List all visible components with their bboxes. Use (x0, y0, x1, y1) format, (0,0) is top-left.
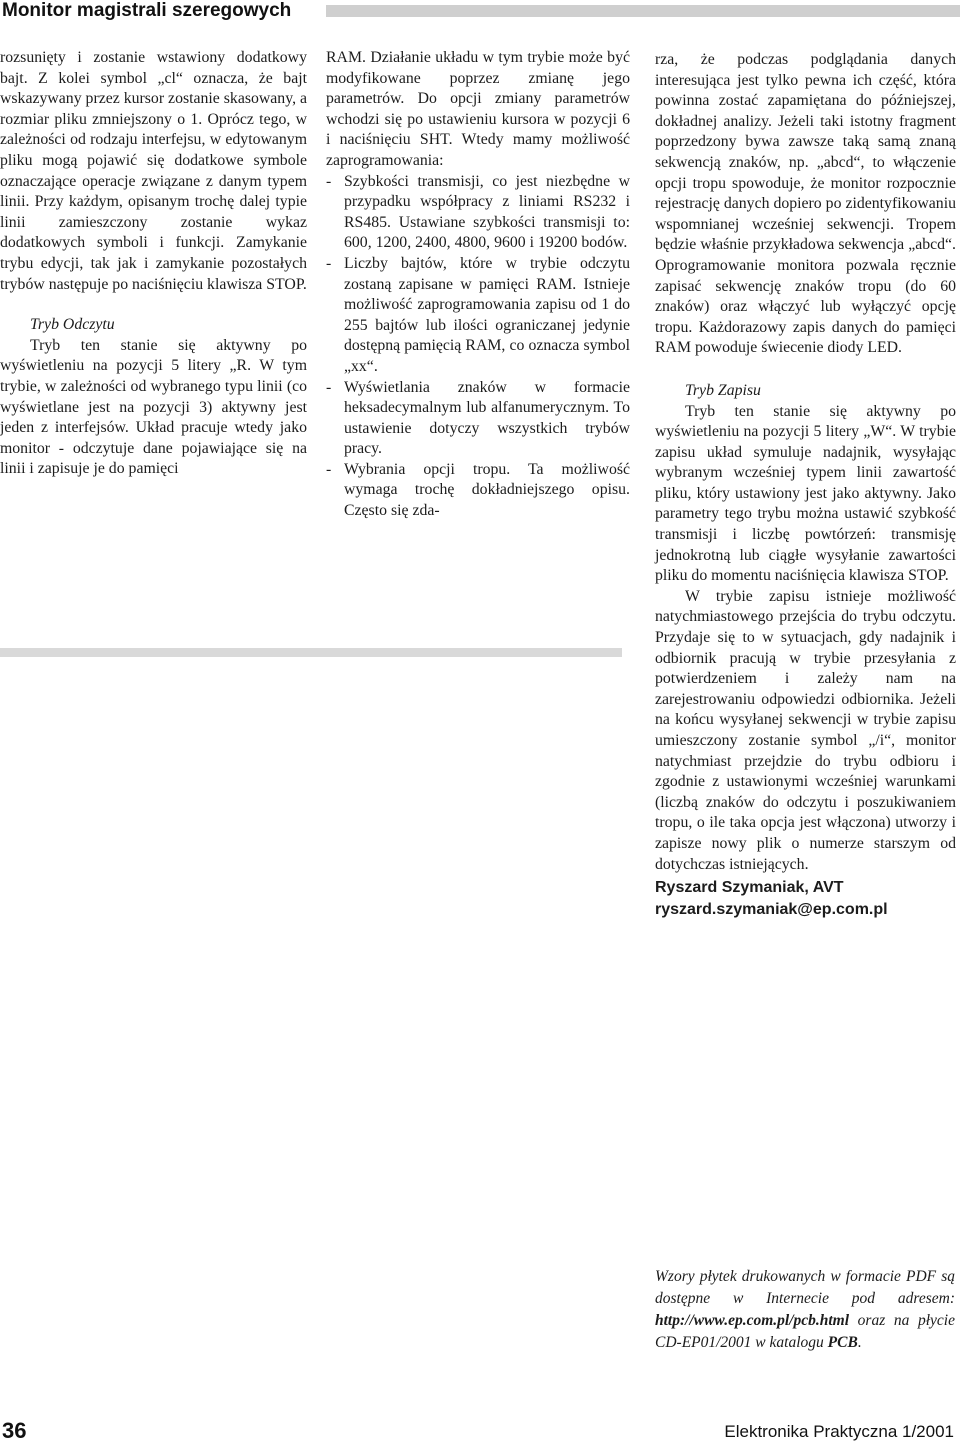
list-item-text: Szybkości transmisji, co jest niezbędne w przypadku współpracy z liniami RS232 i RS485. Ustawiane szybkości transmisji to: 600, 1200, 2400, 4800, 9600 i 19200 bodów. (344, 172, 630, 252)
list-item (326, 254, 630, 378)
column-3 (655, 50, 956, 921)
list-item (326, 378, 630, 460)
column-divider-bar (0, 648, 622, 657)
list-item (326, 460, 630, 522)
section-heading-zapisu: Tryb Zapisu (685, 381, 761, 399)
note-text: oraz na płycie CD-EP01/2001 w katalogu (655, 1312, 955, 1351)
section-heading-odczytu: Tryb Odczytu (30, 316, 115, 334)
pcb-note (655, 1266, 955, 1354)
list-dash: - (326, 460, 332, 478)
paragraph: RAM. Działanie układu w tym trybie może być modyfikowane poprzez zmianę jego parametrów. Do opcji zmiany parametrów wchodzi się po ustawieniu kursora w pozycji 6 i naciśnięciu SHT. Wtedy mamy możliwość zaprogramowania: (326, 49, 630, 169)
note-text: . (857, 1334, 862, 1351)
paragraph: Tryb ten stanie się aktywny po wyświetleniu na pozycji 5 litery „W“. W trybie zapisu układ symuluje nadajnik, wysyłając wybranym wcześniej typem linii zawartość pliku, który ustawiony jest jako aktywny. Jako parametry tego trybu można ustawić szybkość transmisji i liczbę powtórzeń: transmisję jednokrotną lub ciągłe wysyłanie zawartości pliku do momentu naciśnięcia klawisza STOP. (655, 402, 956, 585)
catalog-name: PCB (827, 1334, 858, 1351)
note-text: Wzory płytek drukowanych w formacie PDF są dostępne w Internecie pod adresem: (655, 1268, 955, 1307)
list-dash: - (326, 378, 332, 396)
running-title: Monitor magistrali szeregowych (2, 0, 292, 21)
paragraph: rza, że podczas podglądania danych interesująca jest tylko pewna ich część, która powinna zostać zapamiętana do późniejszej, dokładnej analizy. Jeżeli taki istotny fragment poprzedzony bywa zawsze taką samą znaną sekwencją znaków, np. „abcd“, to włączenie opcji tropu spowoduje, że monitor rozpocznie rejestrację danych dopiero po zidentyfikowaniu wspomnianej wcześniej sekwencji. Tropem będzie właśnie przykładowa sekwencja „abcd“. Oprogramowanie monitora pozwala ręcznie zapisać sekwencję znaków tropu (do 60 znaków) oraz włączyć lub wyłączyć opcję tropu. Każdorazowy zapis danych do pamięci RAM powoduje świecenie diody LED. (655, 51, 956, 357)
list-item-text: Liczby bajtów, które w trybie odczytu zostaną zapisane w pamięci RAM. Istnieje możliwość zaprogramowania zapisu od 1 do 255 bajtów lub ilości ograniczanej jedynie dostępną pamięcią RAM, co oznacza symbol „xx“. (344, 254, 630, 375)
column-2 (326, 48, 630, 522)
author-name: Ryszard Szymaniak, AVT (655, 879, 844, 897)
page-number: 36 (2, 1418, 27, 1443)
paragraph: Tryb ten stanie się aktywny po wyświetleniu na pozycji 5 litery „R. W tym trybie, w zależności od wybranego typu linii (co wyświetlane jest na pozycji 3) aktywny jest jeden z interfejsów. Układ pracuje wtedy jako monitor - odczytuje dane pojawiające się na linii i zapisuje je do pamięci (0, 336, 307, 478)
page-header (0, 0, 960, 26)
list-item (326, 172, 630, 254)
column-1 (0, 48, 307, 480)
magazine-issue: Elektronika Praktyczna 1/2001 (724, 1422, 954, 1441)
list-dash: - (326, 254, 332, 272)
list-dash: - (326, 172, 332, 190)
author-email[interactable]: ryszard.szymaniak@ep.com.pl (655, 901, 888, 919)
paragraph: rozsunięty i zostanie wstawiony dodatkowy bajt. Z kolei symbol „cl“ oznacza, że bajt wskazywany przez kursor zostanie skasowany, a rozmiar pliku zmniejszony o 1. Oprócz tego, w zależności od rodzaju interfejsu, w edytowanym pliku mogą pojawić się dodatkowe symbole oznaczające operacje związane z danym typem linii. Przy każdym, opisanym trochę dalej typie linii zamieszczony zostanie wykaz dodatkowych symboli i funkcji. Zamykanie trybu edycji, tak jak i zamykanie pozostałych trybów następuje po naciśnięciu klawisza STOP. (0, 49, 307, 293)
list-item-text: Wybrania opcji tropu. Ta możliwość wymaga trochę dokładniejszego opisu. Często się zda- (344, 460, 630, 520)
list-item-text: Wyświetlania znaków w formacie heksadecymalnym lub alfanumerycznym. To ustawienie dotyczy wszystkich trybów pracy. (344, 378, 630, 458)
pcb-url-link[interactable]: http://www.ep.com.pl/pcb.html (655, 1312, 850, 1329)
header-rule (326, 5, 960, 17)
paragraph: W trybie zapisu istnieje możliwość natychmiastowego przejścia do trybu odczytu. Przydaje się to w sytuacjach, gdy nadajnik i odbiornik pracują w trybie przesyłania z potwierdzeniem i zależy nam na zarejestrowaniu odpowiedzi odbiornika. Jeżeli na końcu wysyłanej sekwencji w trybie zapisu umieszczony zostanie symbol „/i“, monitor natychmiast przejdzie do trybu odbioru i zgodnie z ustawionymi wcześniej warunkami (liczbą znaków do odczytu i poszukiwaniem tropu, o ile taka opcja jest włączona) utworzy i zapisze nowy plik o numerze starszym od dotychczas istniejących. (655, 587, 956, 873)
